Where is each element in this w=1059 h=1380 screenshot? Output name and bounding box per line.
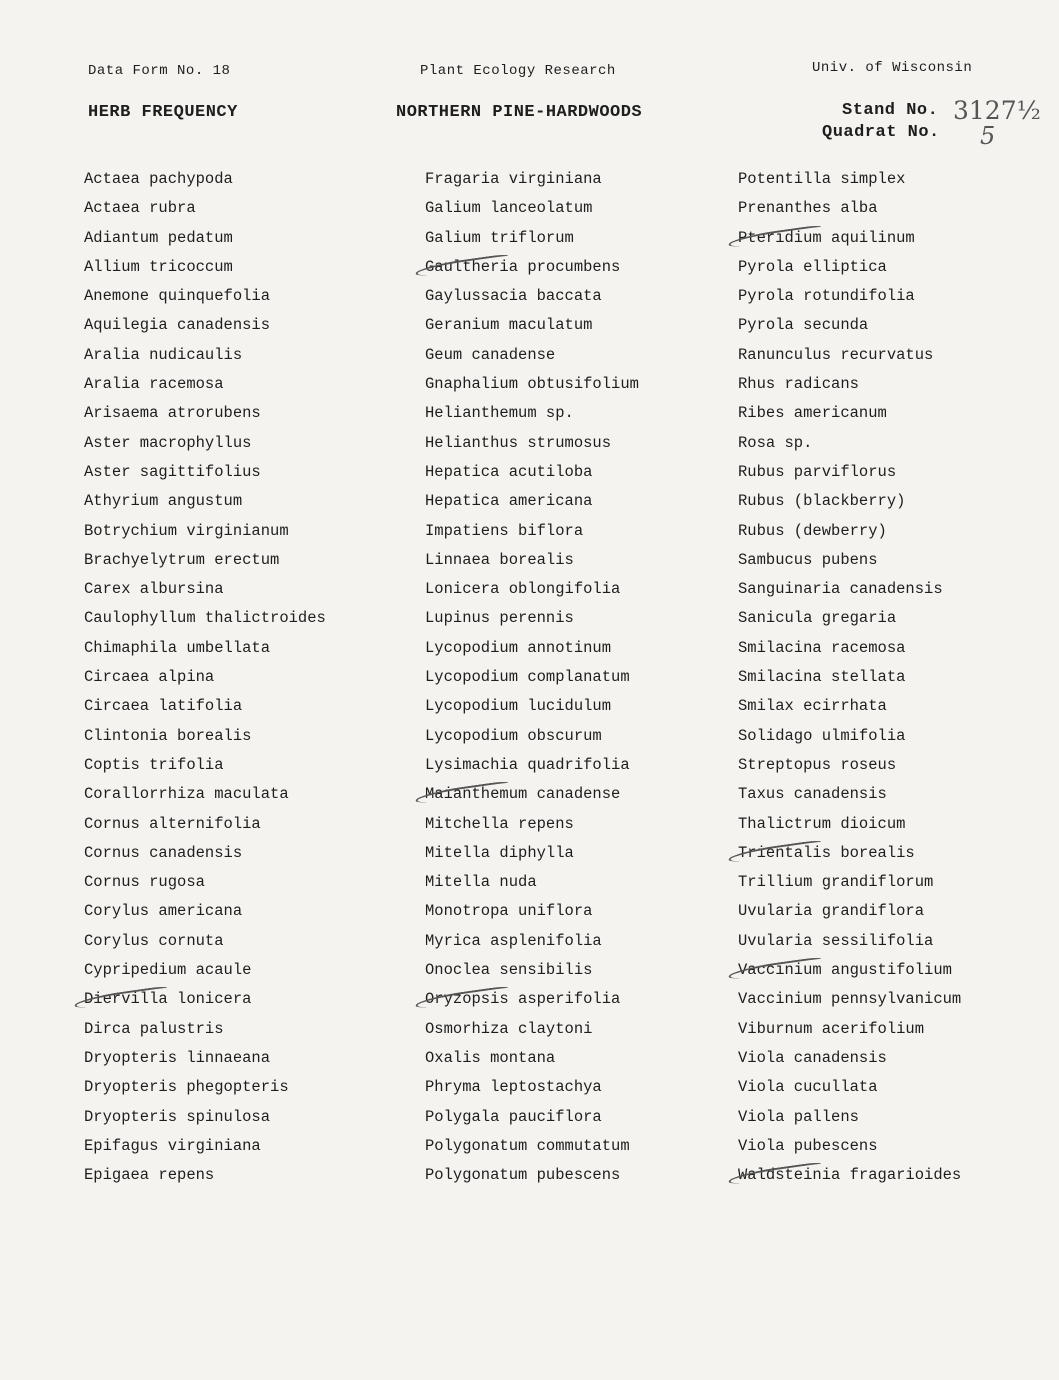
species-item: Ribes americanum — [738, 404, 887, 423]
species-item: Corallorrhiza maculata — [84, 785, 289, 804]
species-item: Taxus canadensis — [738, 785, 887, 804]
species-item: Trillium grandiflorum — [738, 873, 934, 892]
species-item: Helianthemum sp. — [425, 404, 574, 423]
species-item: Viola canadensis — [738, 1048, 887, 1067]
species-item: Adiantum pedatum — [84, 228, 233, 247]
quadrat-label: Quadrat No. — [822, 123, 940, 142]
university: Univ. of Wisconsin — [812, 60, 973, 76]
species-item: Hepatica acutiloba — [425, 462, 593, 481]
species-item: Epifagus virginiana — [84, 1136, 261, 1155]
species-item: Gaylussacia baccata — [425, 287, 602, 306]
species-item: Arisaema atrorubens — [84, 404, 261, 423]
species-item: Smilacina stellata — [738, 668, 906, 687]
species-item: Geum canadense — [425, 345, 556, 364]
species-item: Rubus (blackberry) — [738, 492, 906, 511]
species-column-1 — [84, 168, 326, 1193]
species-item: Cypripedium acaule — [84, 961, 252, 980]
form-number: Data Form No. 18 — [88, 63, 231, 79]
species-item: Mitchella repens — [425, 814, 574, 833]
species-item: Corylus americana — [84, 902, 243, 921]
species-item: Mitella diphylla — [425, 843, 574, 862]
species-item: Smilax ecirrhata — [738, 697, 887, 716]
species-item: Galium lanceolatum — [425, 199, 593, 218]
species-column-3 — [738, 168, 961, 1193]
species-item: Epigaea repens — [84, 1166, 215, 1185]
species-item: Clintonia borealis — [84, 726, 252, 745]
species-item: Aster macrophyllus — [84, 433, 252, 452]
species-item: Viola pubescens — [738, 1136, 878, 1155]
species-item: Polygonatum pubescens — [425, 1166, 621, 1185]
species-item: Actaea pachypoda — [84, 170, 233, 188]
species-item: Osmorhiza claytoni — [425, 1019, 593, 1038]
species-item: Maianthemum canadense — [425, 783, 639, 812]
quadrat-value: 5 — [980, 122, 996, 150]
species-item: Lonicera oblongifolia — [425, 580, 621, 599]
stand-value: 3127½ — [953, 96, 1041, 125]
species-item: Cornus rugosa — [84, 873, 205, 892]
species-item: Trientalis borealis — [738, 842, 961, 871]
species-item: Viburnum acerifolium — [738, 1019, 925, 1038]
species-item: Galium triflorum — [425, 228, 574, 247]
species-item: Uvularia sessilifolia — [738, 931, 934, 950]
species-item: Circaea latifolia — [84, 697, 243, 716]
species-item: Thalictrum dioicum — [738, 814, 906, 833]
species-item: Solidago ulmifolia — [738, 726, 906, 745]
species-item: Impatiens biflora — [425, 521, 584, 540]
species-item: Lycopodium lucidulum — [425, 697, 612, 716]
species-item: Monotropa uniflora — [425, 902, 593, 921]
species-item: Lycopodium obscurum — [425, 726, 602, 745]
species-item: Carex albursina — [84, 580, 224, 599]
species-item: Chimaphila umbellata — [84, 638, 271, 657]
species-item: Lycopodium annotinum — [425, 638, 612, 657]
species-item: Mitella nuda — [425, 873, 537, 892]
species-item: Caulophyllum thalictroides — [84, 609, 326, 628]
species-item: Gnaphalium obtusifolium — [425, 375, 639, 394]
community-title: NORTHERN PINE-HARDWOODS — [396, 103, 643, 122]
species-item: Waldsteinia fragarioides — [738, 1164, 961, 1193]
species-item: Aster sagittifolius — [84, 462, 261, 481]
species-item: Aquilegia canadensis — [84, 316, 271, 335]
species-item: Circaea alpina — [84, 668, 215, 687]
species-item: Potentilla simplex — [738, 170, 906, 188]
species-item: Viola pallens — [738, 1107, 859, 1126]
species-item: Helianthus strumosus — [425, 433, 612, 452]
species-item: Cornus canadensis — [84, 843, 243, 862]
species-item: Rhus radicans — [738, 375, 859, 394]
species-item: Uvularia grandiflora — [738, 902, 925, 921]
species-item: Botrychium virginianum — [84, 521, 289, 540]
species-item: Dirca palustris — [84, 1019, 224, 1038]
species-item: Fragaria virginiana — [425, 170, 602, 188]
species-item: Dryopteris phegopteris — [84, 1078, 289, 1097]
species-item: Dryopteris spinulosa — [84, 1107, 271, 1126]
species-item: Corylus cornuta — [84, 931, 224, 950]
species-item: Aralia nudicaulis — [84, 345, 243, 364]
species-item: Hepatica americana — [425, 492, 593, 511]
species-item: Diervilla lonicera — [84, 988, 326, 1017]
species-item: Oxalis montana — [425, 1048, 556, 1067]
species-item: Vaccinium pennsylvanicum — [738, 990, 962, 1009]
organization: Plant Ecology Research — [420, 63, 616, 79]
species-item: Rosa sp. — [738, 433, 813, 452]
species-column-2 — [425, 168, 639, 1193]
species-item: Dryopteris linnaeana — [84, 1048, 271, 1067]
species-item: Allium tricoccum — [84, 257, 233, 276]
species-item: Onoclea sensibilis — [425, 961, 593, 980]
species-item: Streptopus roseus — [738, 755, 897, 774]
species-item: Smilacina racemosa — [738, 638, 906, 657]
species-item: Prenanthes alba — [738, 199, 878, 218]
species-item: Brachyelytrum erectum — [84, 550, 280, 569]
species-item: Viola cucullata — [738, 1078, 878, 1097]
species-item: Lycopodium complanatum — [425, 668, 630, 687]
species-item: Sanicula gregaria — [738, 609, 897, 628]
species-item: Sanguinaria canadensis — [738, 580, 943, 599]
species-item: Rubus parviflorus — [738, 462, 897, 481]
species-item: Pyrola elliptica — [738, 257, 887, 276]
species-item: Linnaea borealis — [425, 550, 574, 569]
species-item: Ranunculus recurvatus — [738, 345, 934, 364]
species-item: Polygala pauciflora — [425, 1107, 602, 1126]
species-item: Lupinus perennis — [425, 609, 574, 628]
species-item: Sambucus pubens — [738, 550, 878, 569]
form-title: HERB FREQUENCY — [88, 103, 238, 122]
species-item: Cornus alternifolia — [84, 814, 261, 833]
species-item: Myrica asplenifolia — [425, 931, 602, 950]
species-item: Athyrium angustum — [84, 492, 243, 511]
species-item: Polygonatum commutatum — [425, 1136, 630, 1155]
species-item: Geranium maculatum — [425, 316, 593, 335]
species-item: Gaultheria procumbens — [425, 256, 639, 285]
species-item: Phryma leptostachya — [425, 1078, 602, 1097]
species-item: Actaea rubra — [84, 199, 196, 218]
species-item: Pteridium aquilinum — [738, 227, 961, 256]
species-item: Pyrola rotundifolia — [738, 287, 915, 306]
species-item: Lysimachia quadrifolia — [425, 755, 630, 774]
species-item: Anemone quinquefolia — [84, 287, 271, 306]
species-item: Coptis trifolia — [84, 755, 224, 774]
species-item: Aralia racemosa — [84, 375, 224, 394]
species-item: Rubus (dewberry) — [738, 521, 887, 540]
species-item: Vaccinium angustifolium — [738, 959, 961, 988]
stand-label: Stand No. — [842, 101, 939, 120]
species-item: Pyrola secunda — [738, 316, 869, 335]
species-item: Oryzopsis asperifolia — [425, 988, 639, 1017]
